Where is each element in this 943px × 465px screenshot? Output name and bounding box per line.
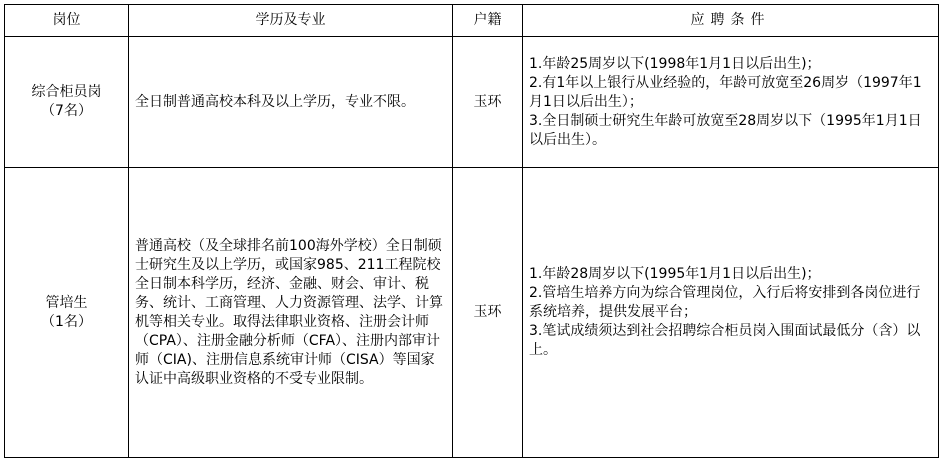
condition-item: 2.管培生培养方向为综合管理岗位，入行后将安排到各岗位进行系统培养，提供发展平台； bbox=[529, 285, 921, 320]
conditions-cell bbox=[523, 37, 939, 168]
condition-item: 1.年龄28周岁以下(1995年1月1日以后出生)； bbox=[529, 266, 821, 282]
condition-item: 2.有1年以上银行从业经验的，年龄可放宽至26周岁（1997年1月1日以后出生）； bbox=[529, 74, 922, 110]
household-cell: 玉环 bbox=[453, 37, 523, 168]
position-count: （7名） bbox=[41, 103, 92, 119]
header-conditions: 应聘条件 bbox=[523, 5, 939, 37]
header-education: 学历及专业 bbox=[129, 5, 453, 37]
recruitment-table bbox=[4, 4, 939, 458]
position-count: （1名） bbox=[41, 313, 92, 330]
table-row bbox=[5, 37, 939, 168]
table-row bbox=[5, 168, 939, 458]
education-cell: 普通高校（及全球排名前100海外学校）全日制硕士研究生及以上学历，或国家985、211工程院校全日制本科学历，经济、金融、财会、审计、税务、统计、工商管理、人力资源管理、法学、计算机等相关专业。取得法律职业资格、注册会计师（CPA）、注册金融分析师（CFA）、注册内部审计师（CIA)、注册信息系统审计师（CISA）等国家认证中高级职业资格的不受专业限制。 bbox=[129, 168, 453, 458]
condition-item: 3.笔试成绩须达到社会招聘综合柜员岗入围面试最低分（含）以上。 bbox=[529, 323, 921, 358]
position-name: 综合柜员岗 bbox=[31, 84, 102, 100]
header-position: 岗位 bbox=[5, 5, 129, 37]
position-cell bbox=[5, 168, 129, 458]
header-household: 户籍 bbox=[453, 5, 523, 37]
condition-item: 3.全日制硕士研究生年龄可放宽至28周岁以下（1995年1月1日以后出生）。 bbox=[529, 112, 922, 148]
conditions-cell bbox=[523, 168, 939, 458]
education-cell: 全日制普通高校本科及以上学历，专业不限。 bbox=[129, 37, 453, 168]
condition-item: 1.年龄25周岁以下(1998年1月1日以后出生)； bbox=[529, 55, 821, 72]
position-name: 管培生 bbox=[45, 294, 88, 311]
header-row bbox=[5, 5, 939, 37]
household-cell: 玉环 bbox=[453, 168, 523, 458]
position-cell bbox=[5, 37, 129, 168]
